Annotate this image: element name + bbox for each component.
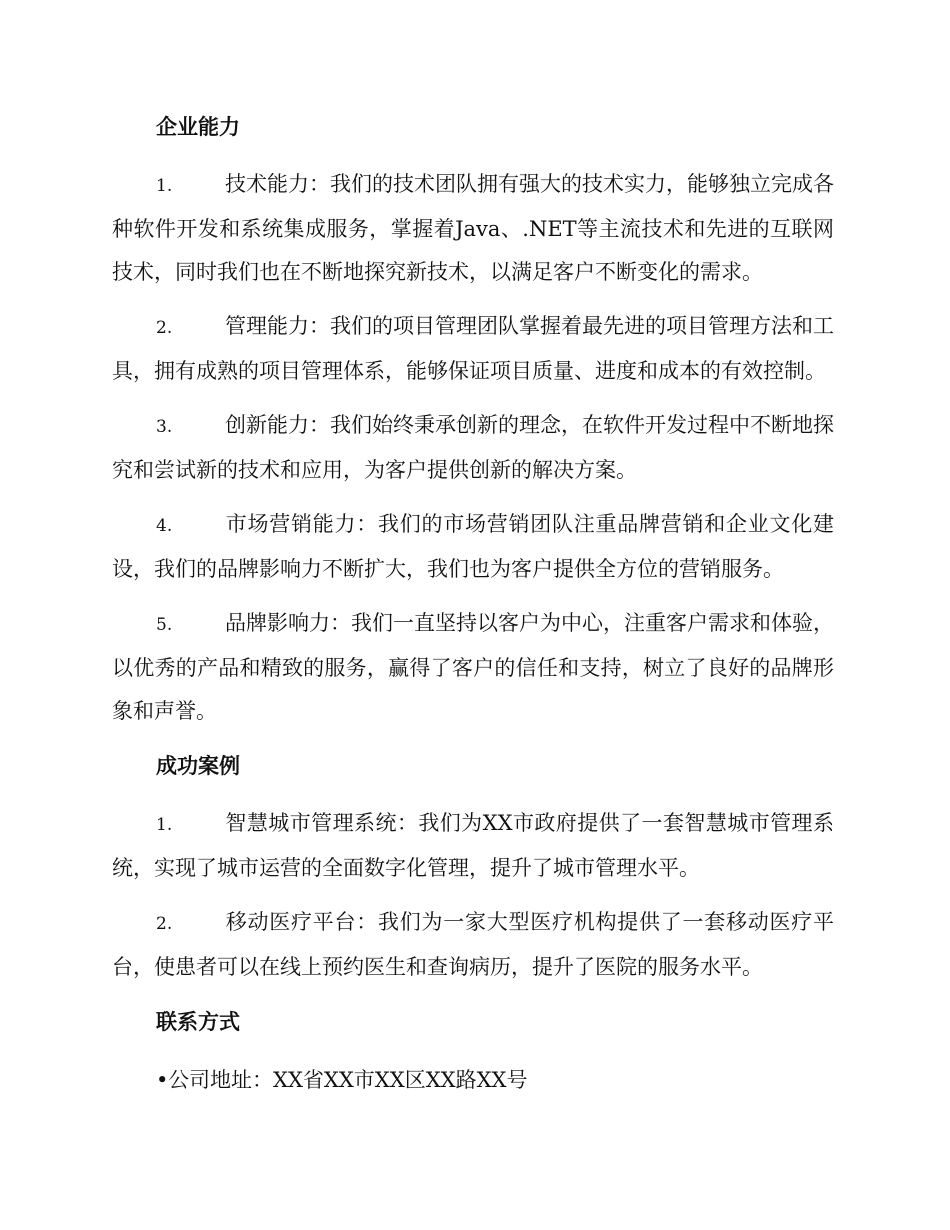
case-item-2 [112, 901, 834, 989]
contact-address [156, 1058, 834, 1102]
section-heading-cases: 成功案例 [156, 753, 240, 778]
bullet-icon: • [156, 1068, 169, 1092]
list-item-text: 移动医疗平台：我们为一家大型医疗机构提供了一套移动医疗平台，使患者可以在线上预约医生和查询病历，提升了医院的服务水平。 [112, 910, 834, 979]
list-number: 1. [156, 815, 173, 835]
list-number: 3. [156, 417, 173, 437]
list-number: 2. [156, 318, 173, 338]
ability-item-1 [112, 163, 834, 294]
list-item-text: 品牌影响力：我们一直坚持以客户为中心，注重客户需求和体验，以优秀的产品和精致的服务，赢得了客户的信任和支持，树立了良好的品牌形象和声誉。 [112, 611, 834, 723]
ability-item-4 [112, 503, 834, 591]
ability-item-2 [112, 305, 834, 393]
section-heading-ability: 企业能力 [156, 114, 240, 139]
list-item-text: 市场营销能力：我们的市场营销团队注重品牌营销和企业文化建设，我们的品牌影响力不断扩大，我们也为客户提供全方位的营销服务。 [112, 512, 834, 581]
section-heading-contact: 联系方式 [156, 1009, 240, 1034]
document-page [112, 105, 834, 1102]
case-item-1 [112, 802, 834, 890]
list-number: 2. [156, 914, 173, 934]
contact-address-text: 公司地址：XX省XX市XX区XX路XX号 [168, 1068, 528, 1092]
list-number: 5. [156, 615, 173, 635]
list-number: 1. [156, 176, 173, 196]
ability-item-5 [112, 602, 834, 733]
list-item-text: 创新能力：我们始终秉承创新的理念，在软件开发过程中不断地探究和尝试新的技术和应用，为客户提供创新的解决方案。 [112, 413, 834, 482]
list-item-text: 技术能力：我们的技术团队拥有强大的技术实力，能够独立完成各种软件开发和系统集成服务，掌握着Java、.NET等主流技术和先进的互联网技术，同时我们也在不断地探究新技术，以满足客户不断变化的需求。 [112, 172, 834, 284]
list-number: 4. [156, 516, 173, 536]
list-item-text: 管理能力：我们的项目管理团队掌握着最先进的项目管理方法和工具，拥有成熟的项目管理体系，能够保证项目质量、进度和成本的有效控制。 [112, 314, 834, 383]
ability-item-3 [112, 404, 834, 492]
list-item-text: 智慧城市管理系统：我们为XX市政府提供了一套智慧城市管理系统，实现了城市运营的全面数字化管理，提升了城市管理水平。 [112, 811, 834, 880]
